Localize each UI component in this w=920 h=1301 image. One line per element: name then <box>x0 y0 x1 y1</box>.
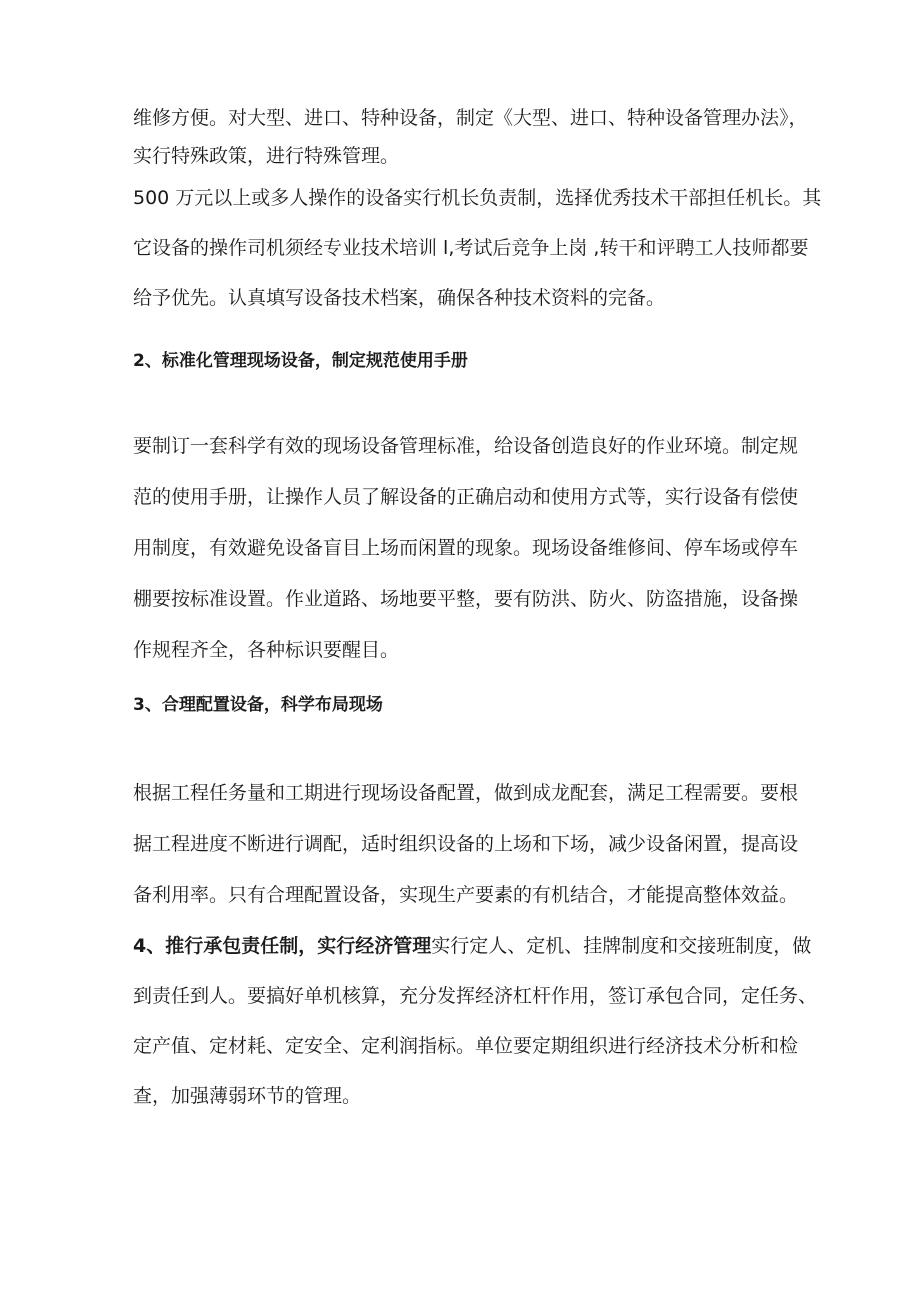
paragraph-special-equipment <box>133 107 808 185</box>
text-line: 备利用率。只有合理配置设备，实现生产要素的有机结合，才能提高整体效益。 <box>133 884 799 906</box>
text-line: 查，加强薄弱环节的管理。 <box>133 1085 362 1107</box>
text-line <box>133 935 812 987</box>
text-line: 据工程进度不断进行调配，适时组织设备的上场和下场，减少设备闲置，提高设 <box>133 833 799 855</box>
text-line: 棚要按标准设置。作业道路、场地要平整，要有防洪、防火、防盗措施，设备操 <box>133 588 799 610</box>
paragraph-standardization <box>133 435 799 692</box>
text-line: 用制度，有效避免设备盲目上场而闲置的现象。现场设备维修间、停车场或停车 <box>133 537 799 559</box>
text-line: 它设备的操作司机须经专业技术培训 l,考试后竞争上岗 ,转干和评聘工人技师都要 <box>133 237 809 259</box>
section-heading-contract: 4、推行承包责任制，实行经济管理 <box>133 935 432 957</box>
text-run: 实行定人、定机、挂牌制度和交接班制度，做 <box>431 935 812 957</box>
text-line: 实行特殊政策，进行特殊管理。 <box>133 145 400 167</box>
section-heading-allocation: 3、合理配置设备，科学布局现场 <box>133 695 383 715</box>
text-line: 500 万元以上或多人操作的设备实行机长负责制，选择优秀技术干部担任机长。其 <box>133 187 822 209</box>
text-line: 作规程齐全，各种标识要醒目。 <box>133 639 400 661</box>
text-line: 维修方便。对大型、进口、特种设备，制定《大型、进口、特种设备管理办法》， <box>133 107 808 129</box>
paragraph-allocation <box>133 782 799 937</box>
text-line: 定产值、定材耗、定安全、定利润指标。单位要定期组织进行经济技术分析和检 <box>133 1035 799 1057</box>
text-line: 要制订一套科学有效的现场设备管理标准，给设备创造良好的作业环境。制定规 <box>133 435 799 457</box>
text-line: 到责任到人。要搞好单机核算，充分发挥经济杠杆作用，签订承包合同，定任务、 <box>133 985 818 1007</box>
paragraph-operator-responsibility <box>133 187 822 339</box>
text-line: 范的使用手册，让操作人员了解设备的正确启动和使用方式等，实行设备有偿使 <box>133 486 799 508</box>
text-line: 给予优先。认真填写设备技术档案，确保各种技术资料的完备。 <box>133 287 666 309</box>
section-heading-standardization: 2、标准化管理现场设备，制定规范使用手册 <box>133 351 468 371</box>
paragraph-contract-responsibility <box>133 935 818 1137</box>
text-line: 根据工程任务量和工期进行现场设备配置，做到成龙配套，满足工程需要。要根 <box>133 782 799 804</box>
